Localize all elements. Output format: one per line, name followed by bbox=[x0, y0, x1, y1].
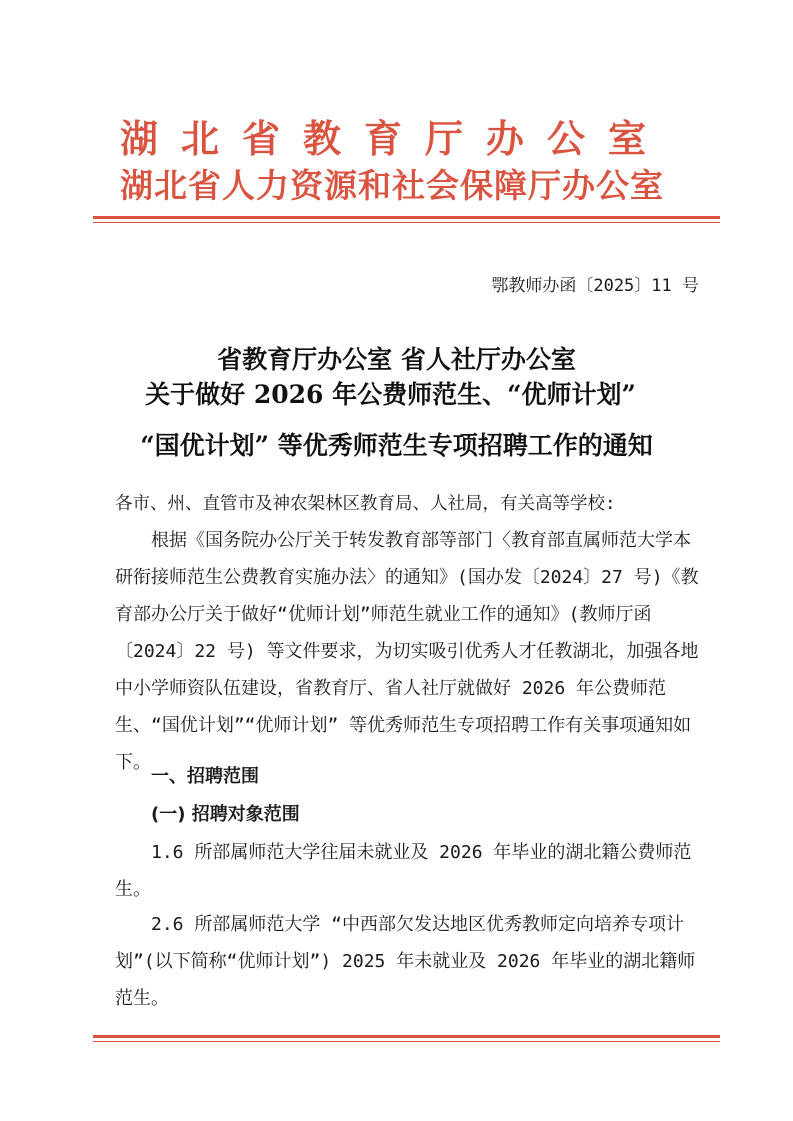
header-divider-thick bbox=[93, 216, 720, 219]
issuer-line-education-office: 湖北省教育厅办公室 bbox=[120, 116, 670, 161]
footer-divider-thin bbox=[93, 1041, 720, 1042]
subsection-heading-target-scope: (一) 招聘对象范围 bbox=[151, 804, 300, 825]
list-item-2: 2.6 所部属师范大学 “中西部欠发达地区优秀教师定向培养专项计划”(以下简称“优师计划”) 2025 年未就业及 2026 年毕业的湖北籍师范生。 bbox=[115, 914, 696, 1009]
issuer-line-hr-office: 湖北省人力资源和社会保障厅办公室 bbox=[120, 166, 664, 205]
document-title-line-2: 关于做好 2026 年公费师范生、“优师计划” bbox=[145, 380, 636, 409]
section-heading-recruitment-scope: 一、招聘范围 bbox=[151, 766, 259, 787]
document-title-line-3: “国优计划” 等优秀师范生专项招聘工作的通知 bbox=[140, 431, 653, 460]
document-number: 鄂教师办函〔2025〕11 号 bbox=[491, 276, 699, 296]
addressee: 各市、州、直管市及神农架林区教育局、人社局，有关高等学校: bbox=[115, 494, 616, 514]
body-paragraph-intro: 根据《国务院办公厅关于转发教育部等部门〈教育部直属师范大学本研衔接师范生公费教育实施办法〉的通知》(国办发〔2024〕27 号)《教育部办公厅关于做好“优师计划”师范生就业工作的通知》(教师厅函〔2024〕22 号) 等文件要求，为切实吸引优秀人才任教湖北，加强各地中小学师资队伍建设，省教育厅、省人社厅就做好 2026 年公费师范生、“国优计划”“优师计划” 等优秀师范生专项招聘工作有关事项通知如下。 bbox=[115, 530, 699, 773]
document-title-line-1: 省教育厅办公室 省人社厅办公室 bbox=[217, 345, 576, 374]
footer-divider-thick bbox=[93, 1035, 720, 1038]
list-item-1: 1.6 所部属师范大学往届未就业及 2026 年毕业的湖北籍公费师范生。 bbox=[115, 842, 692, 900]
header-divider-thin bbox=[93, 222, 720, 223]
